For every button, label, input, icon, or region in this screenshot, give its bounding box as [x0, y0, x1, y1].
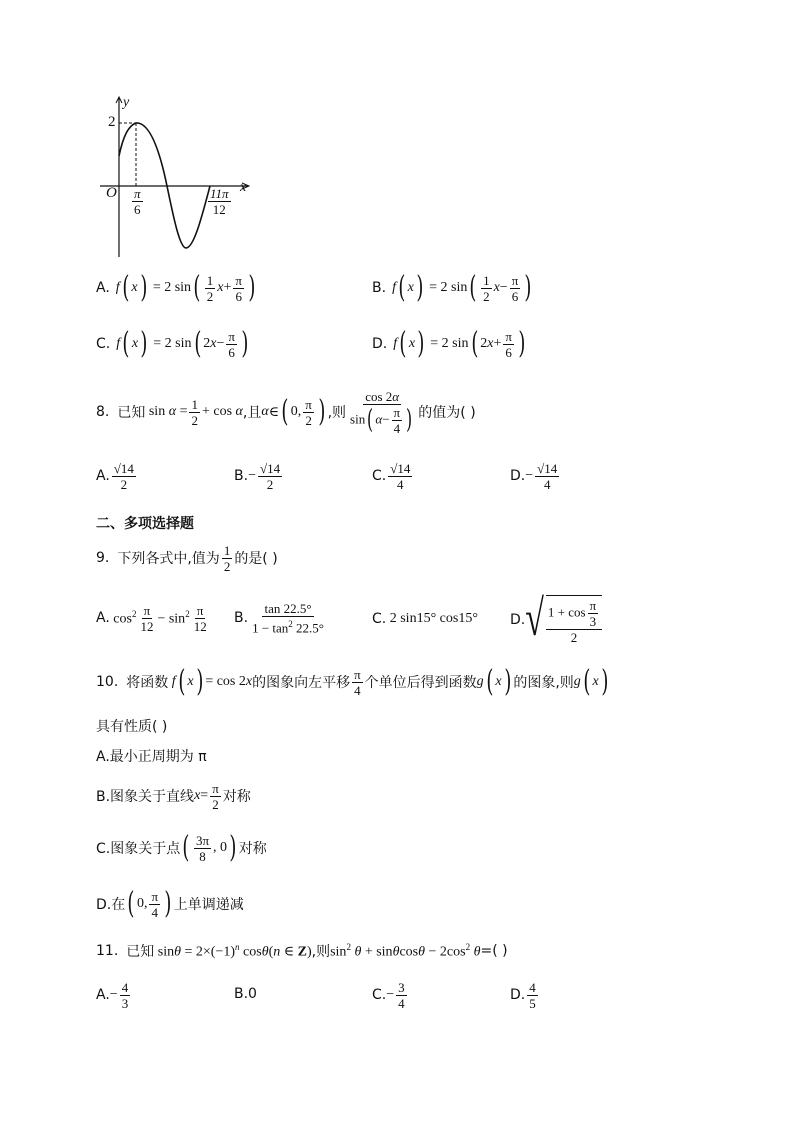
q10-stem: 10. 将函数 f ( x ) = cos 2x 的图象向左平移 $\frac{\pi}{4}$ 个单位后得到函数 g ( x ) 的图象,则 g ( x ): [96, 664, 609, 699]
q10-option-d[interactable]: D.在 ( 0, $\frac{\pi}{4}$ ) 上单调递减: [96, 886, 244, 921]
q7-option-c[interactable]: C. f ( x ) = 2 sin ( 2 x − $\frac{\pi}{6}$ ): [96, 326, 249, 361]
q11-option-d[interactable]: D. $\frac{4}{5}$: [510, 979, 536, 1011]
q9-option-c[interactable]: C. 2 sin15° cos15°: [372, 611, 478, 627]
q10-stem-line2: 具有性质( ): [96, 719, 168, 735]
q9-option-b[interactable]: B. $\frac{\tan 22.5^\circ}{1 - \tan^2 22.5^\circ}$: [234, 600, 324, 636]
section-title: 二、多项选择题: [96, 516, 194, 532]
q8-stem: 8. 已知 sin α = $\frac{1}{2}$ + cos α ,且 α ∈ ( 0, $\frac{\pi}{2}$ ) ,则 cos 2α sin( α− $\frac{\pi}{4}$ ) 的值为( ): [96, 388, 476, 436]
q11-option-b[interactable]: B.0: [234, 986, 257, 1002]
q8-option-c[interactable]: C. $\frac{√14}{4}$: [372, 460, 411, 492]
graph-y-tick-2: 2: [108, 114, 116, 130]
q10-option-a[interactable]: A.最小正周期为 π: [96, 749, 207, 765]
q7-option-b[interactable]: B. f ( x ) = 2 sin ( $\frac{1}{2}$ x − $\frac{\pi}{6}$ ): [372, 270, 532, 305]
graph-y-label: y: [123, 95, 130, 110]
q11-option-c[interactable]: C. − $\frac{3}{4}$: [372, 979, 405, 1011]
graph-x-label: x: [240, 180, 247, 195]
q7-option-a[interactable]: A. f ( x ) = 2 sin ( $\frac{1}{2}$ x + $\frac{\pi}{6}$ ): [96, 270, 256, 305]
graph-x-tick-pi-6: $\frac{\pi}{6}$: [134, 186, 141, 217]
q8-option-a[interactable]: A. $\frac{√14}{2}$: [96, 460, 134, 492]
q11-option-a[interactable]: A. − $\frac{4}{3}$: [96, 979, 129, 1011]
q10-option-c[interactable]: C.图象关于点 ( $\frac{3\pi}{8}$ , 0 ) 对称: [96, 830, 267, 865]
q8-option-b[interactable]: B. − $\frac{√14}{2}$: [234, 460, 281, 492]
graph-origin-label: O: [106, 185, 117, 201]
q7-option-d[interactable]: D. f ( x ) = 2 sin ( 2 x + $\frac{\pi}{6}$ ): [372, 326, 526, 361]
sine-graph: [98, 92, 258, 258]
q10-option-b[interactable]: B.图象关于直线 x = $\frac{\pi}{2}$ 对称: [96, 780, 251, 812]
q9-option-d[interactable]: D. √ 1 + cos $\frac{\pi}{3}$ 2: [510, 590, 604, 650]
q11-stem: 11. 已知 $\sin\theta = 2\times(-1)^n$ cosθ(n ∈ Z) ,则 $\sin^2 \theta + \sin\theta\cos\theta - 2\cos^2$ θ =( ): [96, 941, 508, 960]
graph-x-tick-11pi-12: $\frac{11\pi}{12}$: [210, 186, 229, 217]
q9-option-a[interactable]: A. $\cos^2$ $\frac{\pi}{12}$ − $\sin^2$ $\frac{\pi}{12}$: [96, 602, 207, 634]
q9-stem: 9. 下列各式中,值为 $\frac{1}{2}$ 的是( ): [96, 542, 278, 574]
q8-option-d[interactable]: D. − $\frac{√14}{4}$: [510, 460, 558, 492]
